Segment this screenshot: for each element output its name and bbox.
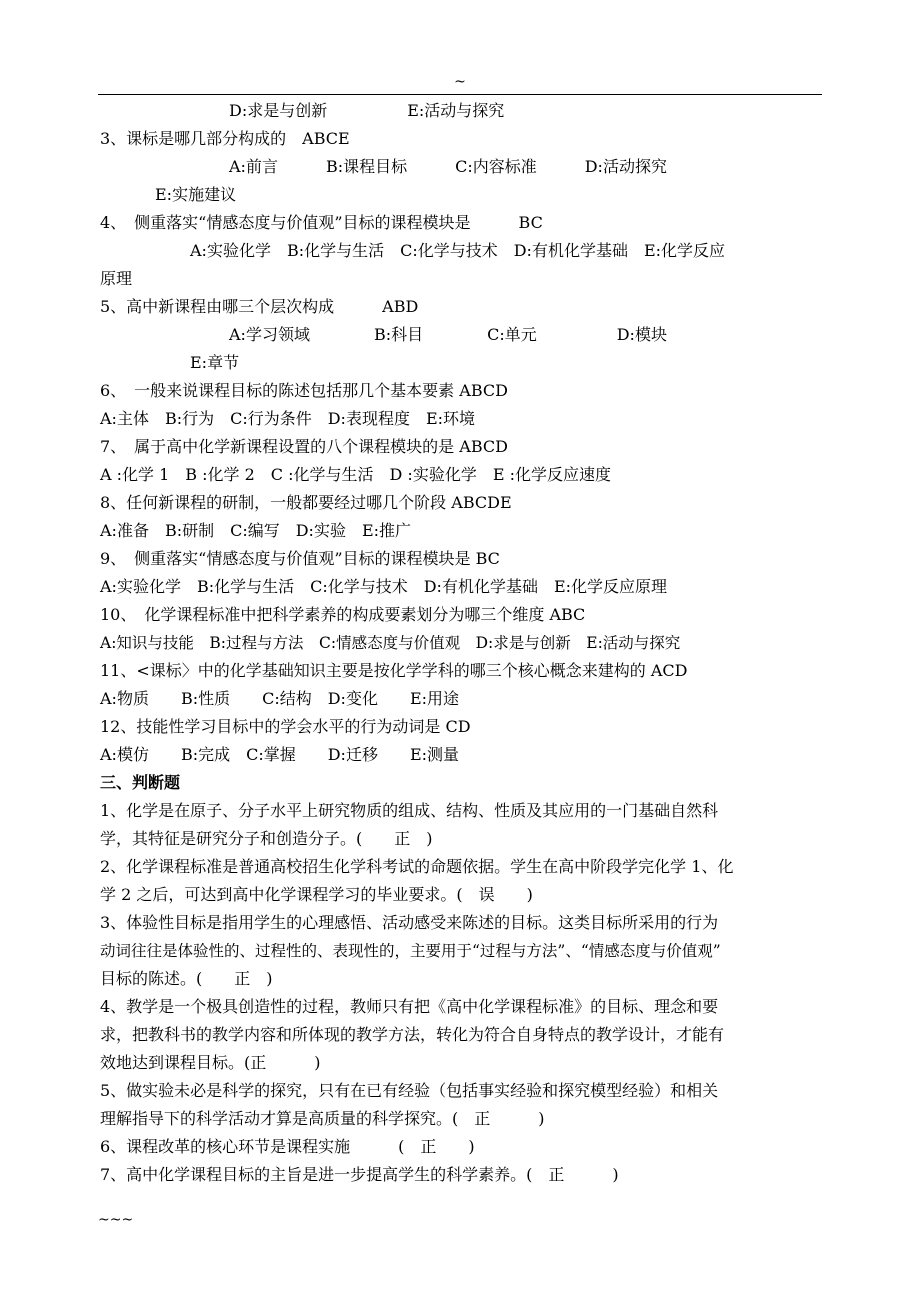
statement-line: 动词往往是体验性的、过程性的、表现性的，主要用于“过程与方法”、“情感态度与价值观” <box>100 942 721 960</box>
question-line: 5、高中新课程由哪三个层次构成 ABD <box>100 297 419 316</box>
statement-line: 5、做实验未必是科学的探究，只有在已有经验（包括事实经验和探究模型经验）和相关 <box>100 1081 719 1100</box>
header-divider <box>98 94 822 95</box>
statement-line: 学 2 之后，可达到高中化学课程学习的毕业要求。( 误 ) <box>100 885 533 904</box>
page-header-mark: ~ <box>454 74 466 90</box>
statement-line: 7、高中化学课程目标的主旨是进一步提高学生的科学素养。( 正 ) <box>100 1165 619 1184</box>
statement-line: 3、体验性目标是指用学生的心理感悟、活动感受来陈述的目标。这类目标所采用的行为 <box>100 913 719 932</box>
option-line: E:章节 <box>190 353 240 372</box>
option-line: A:前言 B:课程目标 C:内容标准 D:活动探究 <box>229 157 667 176</box>
question-line: 6、 一般来说课程目标的陈述包括那几个基本要素 ABCD <box>100 381 508 400</box>
option-line: E:实施建议 <box>155 185 237 204</box>
option-line: 原理 <box>100 269 133 288</box>
statement-line: 效地达到课程目标。(正 ) <box>100 1053 321 1072</box>
question-line: 4、 侧重落实“情感态度与价值观”目标的课程模块是 BC <box>100 213 543 232</box>
section-heading: 三、判断题 <box>100 773 181 792</box>
option-line: A:准备 B:研制 C:编写 D:实验 E:推广 <box>100 521 412 540</box>
question-line: 10、 化学课程标准中把科学素养的构成要素划分为哪三个维度 ABC <box>100 605 586 624</box>
question-line: 7、 属于高中化学新课程设置的八个课程模块的是 ABCD <box>100 437 508 456</box>
option-line: A :化学 1 B :化学 2 C :化学与生活 D :实验化学 E :化学反应速度 <box>100 465 611 484</box>
option-line: A:模仿 B:完成 C:掌握 D:迁移 E:测量 <box>100 745 460 764</box>
question-line: 12、技能性学习目标中的学会水平的行为动词是 CD <box>100 717 471 736</box>
statement-line: 学，其特征是研究分子和创造分子。( 正 ) <box>100 829 433 848</box>
statement-line: 4、教学是一个极具创造性的过程，教师只有把《高中化学课程标准》的目标、理念和要 <box>100 997 719 1016</box>
page-footer-mark: ~~~ <box>98 1212 134 1228</box>
question-line: 11、<课标〉中的化学基础知识主要是按化学学科的哪三个核心概念来建构的 ACD <box>100 661 688 680</box>
option-line: A:实验化学 B:化学与生活 C:化学与技术 D:有机化学基础 E:化学反应原理 <box>100 577 668 596</box>
option-line: D:求是与创新 E:活动与探究 <box>229 101 505 120</box>
option-line: A:物质 B:性质 C:结构 D:变化 E:用途 <box>100 689 460 708</box>
statement-line: 理解指导下的科学活动才算是高质量的科学探究。( 正 ) <box>100 1109 545 1128</box>
question-line: 9、 侧重落实“情感态度与价值观”目标的课程模块是 BC <box>100 549 500 568</box>
option-line: A:学习领域 B:科目 C:单元 D:模块 <box>229 325 667 344</box>
statement-line: 求，把教科书的教学内容和所体现的教学方法，转化为符合自身特点的教学设计，才能有 <box>100 1025 725 1044</box>
statement-line: 1、化学是在原子、分子水平上研究物质的组成、结构、性质及其应用的一门基础自然科 <box>100 801 719 820</box>
question-line: 3、课标是哪几部分构成的 ABCE <box>100 129 350 148</box>
statement-line: 2、化学课程标准是普通高校招生化学科考试的命题依据。学生在高中阶段学完化学 1、化 <box>100 857 734 876</box>
option-line: A:主体 B:行为 C:行为条件 D:表现程度 E:环境 <box>100 409 476 428</box>
statement-line: 6、课程改革的核心环节是课程实施 ( 正 ) <box>100 1137 475 1156</box>
statement-line: 目标的陈述。( 正 ) <box>100 969 273 988</box>
question-line: 8、任何新课程的研制，一般都要经过哪几个阶段 ABCDE <box>100 493 512 512</box>
option-line: A:实验化学 B:化学与生活 C:化学与技术 D:有机化学基础 E:化学反应 <box>190 241 726 260</box>
option-line: A:知识与技能 B:过程与方法 C:情感态度与价值观 D:求是与创新 E:活动与探究 <box>100 634 681 652</box>
